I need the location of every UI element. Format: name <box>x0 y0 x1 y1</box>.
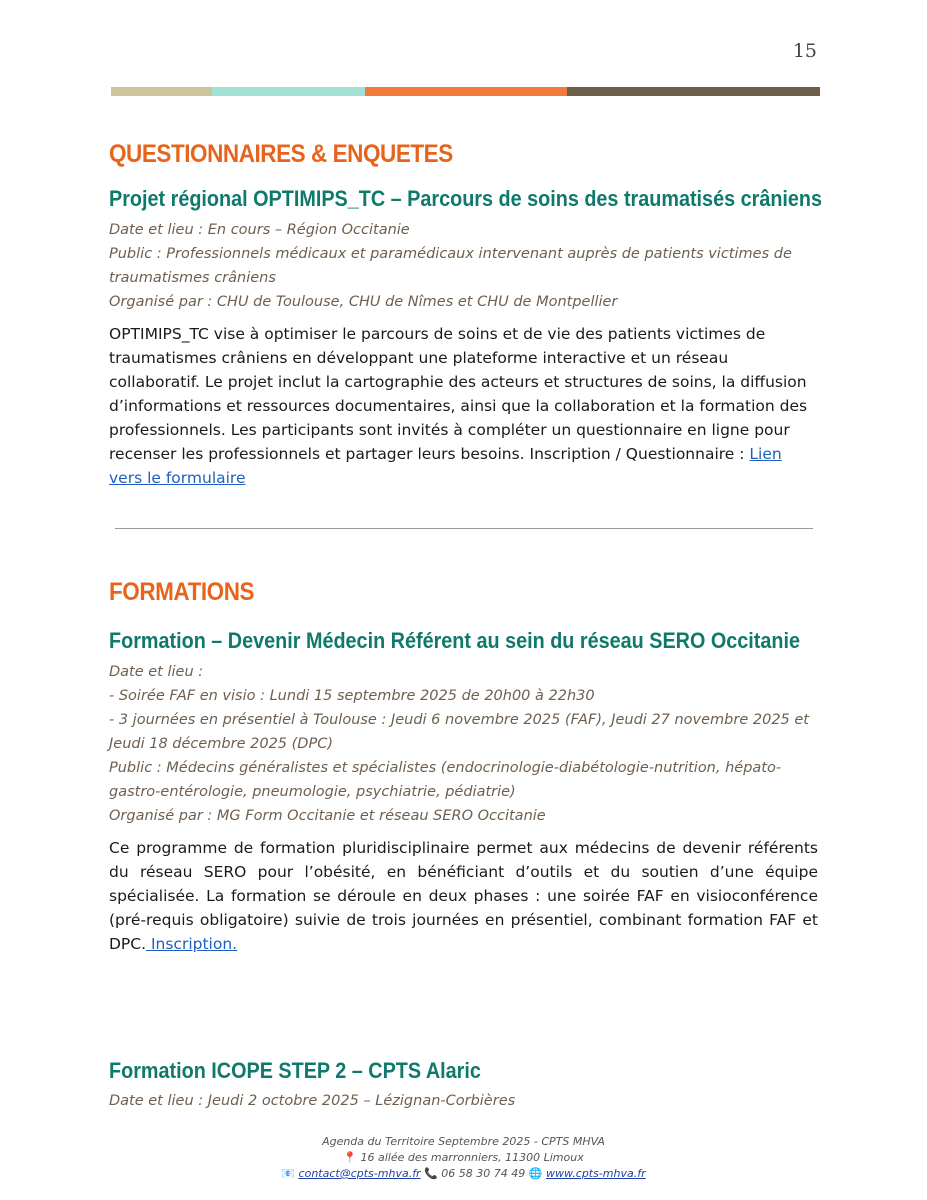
event-title-sero: Formation – Devenir Médecin Référent au sein du réseau SERO Occitanie <box>109 628 801 653</box>
meta-journees-presentiel: - 3 journées en présentiel à Toulouse : Jeudi 6 novembre 2025 (FAF), Jeudi 27 novembre 2025 et Jeudi 18 décembre 2025 (DPC) <box>109 712 809 752</box>
email-icon: 📧 <box>281 1167 296 1180</box>
footer-address-line <box>0 1150 927 1166</box>
meta-date-lieu: Date et lieu : Jeudi 2 octobre 2025 – Lézignan-Corbières <box>109 1093 516 1109</box>
section-title-formations: FORMATIONS <box>109 578 255 606</box>
color-bar-segment-2 <box>212 87 365 96</box>
page-number: 15 <box>792 40 817 62</box>
meta-organise-par: Organisé par : MG Form Occitanie et réseau SERO Occitanie <box>109 808 546 824</box>
location-pin-icon: 📍 <box>343 1151 357 1164</box>
footer-address: 16 allée des marronniers, 11300 Limoux <box>360 1151 584 1164</box>
meta-public: Public : Médecins généralistes et spécialistes (endocrinologie-diabétologie-nutrition, hépato-gastro-entérologie, pneumologie, psychiatrie, pédiatrie) <box>109 760 782 800</box>
meta-soiree-faf: - Soirée FAF en visio : Lundi 15 septembre 2025 de 20h00 à 22h30 <box>109 688 595 704</box>
meta-date-lieu: Date et lieu : En cours – Région Occitanie <box>109 222 410 238</box>
event-title-icope: Formation ICOPE STEP 2 – CPTS Alaric <box>109 1058 481 1083</box>
footer <box>0 1134 927 1182</box>
event-title-optimips: Projet régional OPTIMIPS_TC – Parcours de soins des traumatisés crâniens <box>109 186 823 211</box>
form-link[interactable]: Lien vers le formulaire <box>109 445 782 487</box>
footer-contact-line <box>0 1166 927 1182</box>
meta-organise-par: Organisé par : CHU de Toulouse, CHU de Nîmes et CHU de Montpellier <box>109 294 618 310</box>
section-divider <box>115 528 813 529</box>
meta-date-lieu: Date et lieu : <box>109 664 204 680</box>
event-meta-sero <box>109 660 818 828</box>
color-bar <box>111 87 820 96</box>
color-bar-segment-1 <box>111 87 212 96</box>
phone-icon: 📞 <box>424 1167 438 1180</box>
event-body-text: Ce programme de formation pluridisciplinaire permet aux médecins de devenir référents du réseau SERO pour l’obésité, en bénéficiant d’outils et du soutien d’une équipe spécialisée. La formation se déroule en deux phases : une soirée FAF en visioconférence (pré-requis obligatoire) suivie de trois journées en présentiel, combinant formation FAF et DPC. <box>109 839 818 953</box>
footer-agenda-line: Agenda du Territoire Septembre 2025 - CPTS MHVA <box>322 1135 605 1148</box>
footer-phone: 06 58 30 74 49 <box>441 1167 526 1180</box>
event-meta-optimips <box>109 218 818 314</box>
event-body-sero <box>109 836 818 956</box>
color-bar-segment-3 <box>365 87 567 96</box>
meta-public: Public : Professionnels médicaux et paramédicaux intervenant auprès de patients victimes de traumatismes crâniens <box>109 246 792 286</box>
globe-icon: 🌐 <box>528 1167 543 1180</box>
section-title-questionnaires: QUESTIONNAIRES & ENQUETES <box>109 140 453 168</box>
event-meta-icope <box>109 1089 818 1113</box>
footer-website-link[interactable]: www.cpts-mhva.fr <box>545 1167 646 1180</box>
footer-email-link[interactable]: contact@cpts-mhva.fr <box>298 1167 421 1180</box>
color-bar-segment-4 <box>567 87 820 96</box>
inscription-link[interactable]: Inscription. <box>146 935 238 953</box>
event-body-text: OPTIMIPS_TC vise à optimiser le parcours de soins et de vie des patients victimes de traumatismes crâniens en développant une plateforme interactive et un réseau collaboratif. Le projet inclut la cartographie des acteurs et structures de soins, la diffusion d’informations et ressources documentaires, ainsi que la collaboration et la formation des professionnels. Les participants sont invités à compléter un questionnaire en ligne pour recenser les professionnels et partager leurs besoins. Inscription / Questionnaire : <box>109 325 808 463</box>
event-body-optimips <box>109 322 818 490</box>
